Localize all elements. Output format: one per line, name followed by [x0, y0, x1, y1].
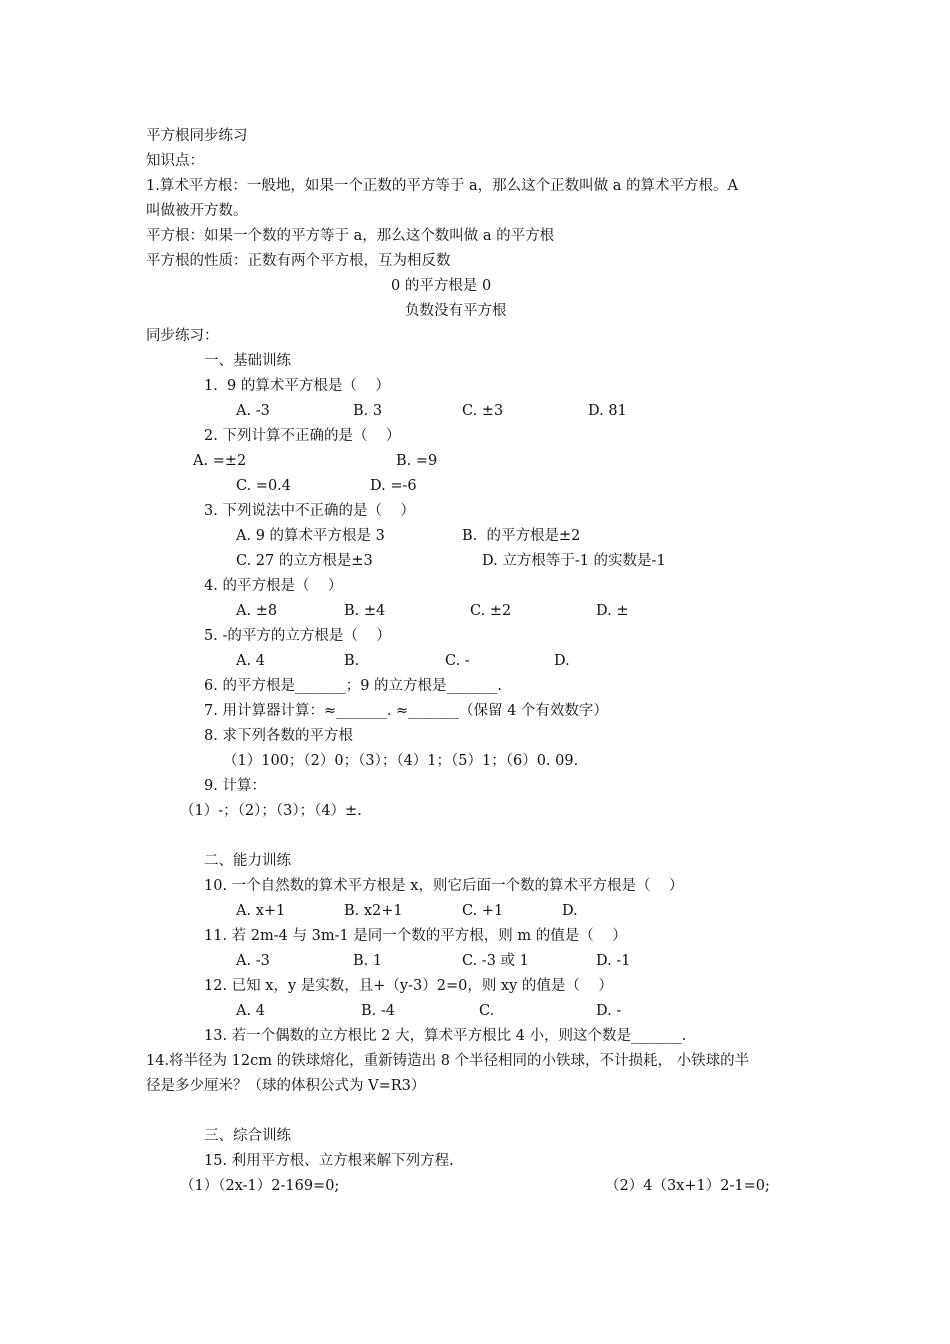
question-9-items: （1）-；（2）；（3）；（4）±.: [180, 803, 362, 819]
q3-option-c: C. 27 的立方根是±3: [236, 553, 373, 569]
question-8: 8. 求下列各数的平方根: [204, 728, 353, 744]
knowledge-5: 负数没有平方根: [405, 303, 507, 319]
question-15-eq-1: （1）（2x-1）2-169=0;: [180, 1178, 340, 1194]
q1-option-a: A. -3: [236, 403, 270, 419]
q10-option-a: A. x+1: [236, 903, 286, 919]
question-14-line-1: 14.将半径为 12cm 的铁球熔化，重新铸造出 8 个半径相同的小铁球，不计损耗， 小铁球的半: [146, 1053, 750, 1069]
question-1: 1. 9 的算术平方根是（ ）: [204, 378, 390, 394]
q11-option-d: D. -1: [596, 953, 631, 969]
knowledge-heading: 知识点：: [146, 153, 204, 169]
q11-option-c: C. -3 或 1: [462, 953, 529, 969]
question-13: 13. 若一个偶数的立方根比 2 大，算术平方根比 4 小，则这个数是_______.: [204, 1028, 687, 1044]
q5-option-c: C. -: [445, 653, 470, 669]
q10-option-c: C. +1: [462, 903, 504, 919]
question-15: 15. 利用平方根、立方根来解下列方程.: [204, 1153, 454, 1169]
q12-option-a: A. 4: [236, 1003, 265, 1019]
question-14-line-2: 径是多少厘米？（球的体积公式为 V=R3）: [146, 1078, 426, 1094]
q5-option-d: D.: [554, 653, 570, 669]
q5-option-a: A. 4: [236, 653, 265, 669]
q11-option-a: A. -3: [236, 953, 270, 969]
question-8-items: （1）100；（2）0；（3）；（4）1；（5）1；（6）0. 09.: [223, 753, 579, 769]
question-5: 5. -的平方的立方根是（ ）: [204, 628, 391, 644]
question-11: 11. 若 2m-4 与 3m-1 是同一个数的平方根，则 m 的值是（ ）: [204, 928, 627, 944]
q4-option-b: B. ±4: [344, 603, 386, 619]
question-6: 6. 的平方根是_______；9 的立方根是_______.: [204, 678, 502, 694]
q2-option-b: B. =9: [396, 453, 438, 469]
q2-option-d: D. =-6: [370, 478, 417, 494]
q1-option-d: D. 81: [588, 403, 627, 419]
question-4: 4. 的平方根是（ ）: [204, 578, 343, 594]
section-3-heading: 三、综合训练: [204, 1128, 291, 1144]
q3-option-b: B. 的平方根是±2: [462, 528, 581, 544]
doc-title: 平方根同步练习: [146, 128, 248, 144]
q1-option-b: B. 3: [353, 403, 383, 419]
q12-option-d: D. -: [596, 1003, 622, 1019]
question-7: 7. 用计算器计算：≈_______. ≈_______（保留 4 个有效数字）: [204, 703, 608, 719]
question-12: 12. 已知 x，y 是实数，且+（y-3）2=0，则 xy 的值是（ ）: [204, 978, 613, 994]
knowledge-1-line-2: 叫做被开方数。: [146, 203, 248, 219]
question-2: 2. 下列计算不正确的是（ ）: [204, 428, 401, 444]
q4-option-d: D. ±: [596, 603, 629, 619]
q11-option-b: B. 1: [353, 953, 383, 969]
section-1-heading: 一、基础训练: [204, 353, 291, 369]
section-2-heading: 二、能力训练: [204, 853, 291, 869]
knowledge-2: 平方根：如果一个数的平方等于 a，那么这个数叫做 a 的平方根: [146, 228, 555, 244]
q2-option-a: A. =±2: [193, 453, 247, 469]
q10-option-d: D.: [562, 903, 578, 919]
knowledge-3: 平方根的性质：正数有两个平方根，互为相反数: [146, 253, 451, 269]
practice-heading: 同步练习：: [146, 328, 219, 344]
q3-option-a: A. 9 的算术平方根是 3: [236, 528, 385, 544]
q3-option-d: D. 立方根等于-1 的实数是-1: [482, 553, 666, 569]
q5-option-b: B.: [344, 653, 360, 669]
question-10: 10. 一个自然数的算术平方根是 x，则它后面一个数的算术平方根是（ ）: [204, 878, 684, 894]
knowledge-1-line-1: 1.算术平方根：一般地，如果一个正数的平方等于 a，那么这个正数叫做 a 的算术平方根。A: [146, 178, 738, 194]
question-3: 3. 下列说法中不正确的是（ ）: [204, 503, 415, 519]
question-15-eq-2: （2）4（3x+1）2-1=0;: [605, 1178, 770, 1194]
q4-option-c: C. ±2: [470, 603, 512, 619]
q12-option-b: B. -4: [361, 1003, 395, 1019]
q1-option-c: C. ±3: [462, 403, 504, 419]
question-9: 9. 计算：: [204, 778, 266, 794]
q10-option-b: B. x2+1: [344, 903, 403, 919]
q12-option-c: C.: [479, 1003, 495, 1019]
q4-option-a: A. ±8: [236, 603, 278, 619]
knowledge-4: 0 的平方根是 0: [391, 278, 492, 294]
q2-option-c: C. =0.4: [236, 478, 292, 494]
